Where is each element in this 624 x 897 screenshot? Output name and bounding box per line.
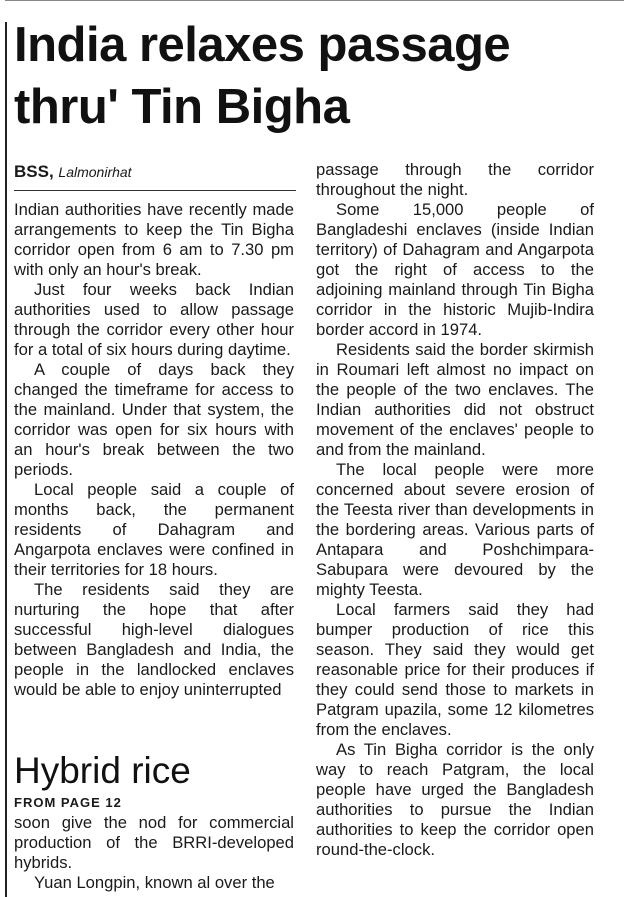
paragraph: The local people were more concerned about severe erosion of the Teesta river than developments in the bordering areas. Various parts of Antapara and Poshchimpara-Sabupara were devoured by the mighty Teesta.: [316, 460, 594, 599]
column-rule-left: [5, 22, 7, 897]
paragraph: The residents said they are nurturing the hope that after successful high-level dialogues between Bangladesh and India, the people in the landlocked enclaves would be able to enjoy uninterrupted: [14, 580, 294, 699]
second-article-headline: Hybrid rice: [14, 750, 191, 791]
byline-source: BSS,: [14, 162, 54, 181]
paragraph: Some 15,000 people of Bangladeshi enclaves (inside Indian territory) of Dahagram and Angarpota got the right of access to the adjoining mainland through Tin Bigha corridor in the historic Mujib-Indira border accord in 1974.: [316, 200, 594, 339]
paragraph-continuation: passage through the corridor throughout the night.: [316, 160, 594, 199]
article-column-right: [316, 160, 594, 860]
byline-location: Lalmonirhat: [58, 164, 132, 180]
article-column-left: [14, 200, 294, 700]
paragraph: A couple of days back they changed the timeframe for access to the mainland. Under that system, the corridor was open for six hours with an hour's break between the two periods.: [14, 360, 294, 479]
paragraph: Just four weeks back Indian authorities used to allow passage through the corridor every other hour for a total of six hours during daytime.: [14, 280, 294, 359]
paragraph: Yuan Longpin, known al over the: [34, 873, 275, 892]
dateline: [14, 160, 296, 191]
second-article-body: [14, 813, 294, 893]
paragraph: Local people said a couple of months back, the permanent residents of Dahagram and Angarpota enclaves were confined in their territories for 18 hours.: [14, 480, 294, 579]
paragraph-continuation: soon give the nod for commercial production of the BRRI-developed hybrids.: [14, 813, 294, 872]
continued-from-kicker: FROM PAGE 12: [14, 795, 122, 810]
paragraph: As Tin Bigha corridor is the only way to reach Patgram, the local people have urged the Bangladesh authorities to pursue the Indian authorities to keep the corridor open round-the-clock.: [316, 740, 594, 859]
paragraph: Local farmers said they had bumper production of rice this season. They said they would get reasonable price for their produces if they could send those to markets in Patgram upazila, some 12 kilometres from the enclaves.: [316, 600, 594, 739]
article-headline: India relaxes passage thru' Tin Bigha: [14, 18, 511, 134]
paragraph: Indian authorities have recently made arrangements to keep the Tin Bigha corridor open from 6 am to 7.30 pm with only an hour's break.: [14, 200, 294, 279]
paragraph: Residents said the border skirmish in Roumari left almost no impact on the people of the two enclaves. The Indian authorities did not obstruct movement of the enclaves' people to and from the mainland.: [316, 340, 594, 459]
top-border: [5, 0, 624, 1]
